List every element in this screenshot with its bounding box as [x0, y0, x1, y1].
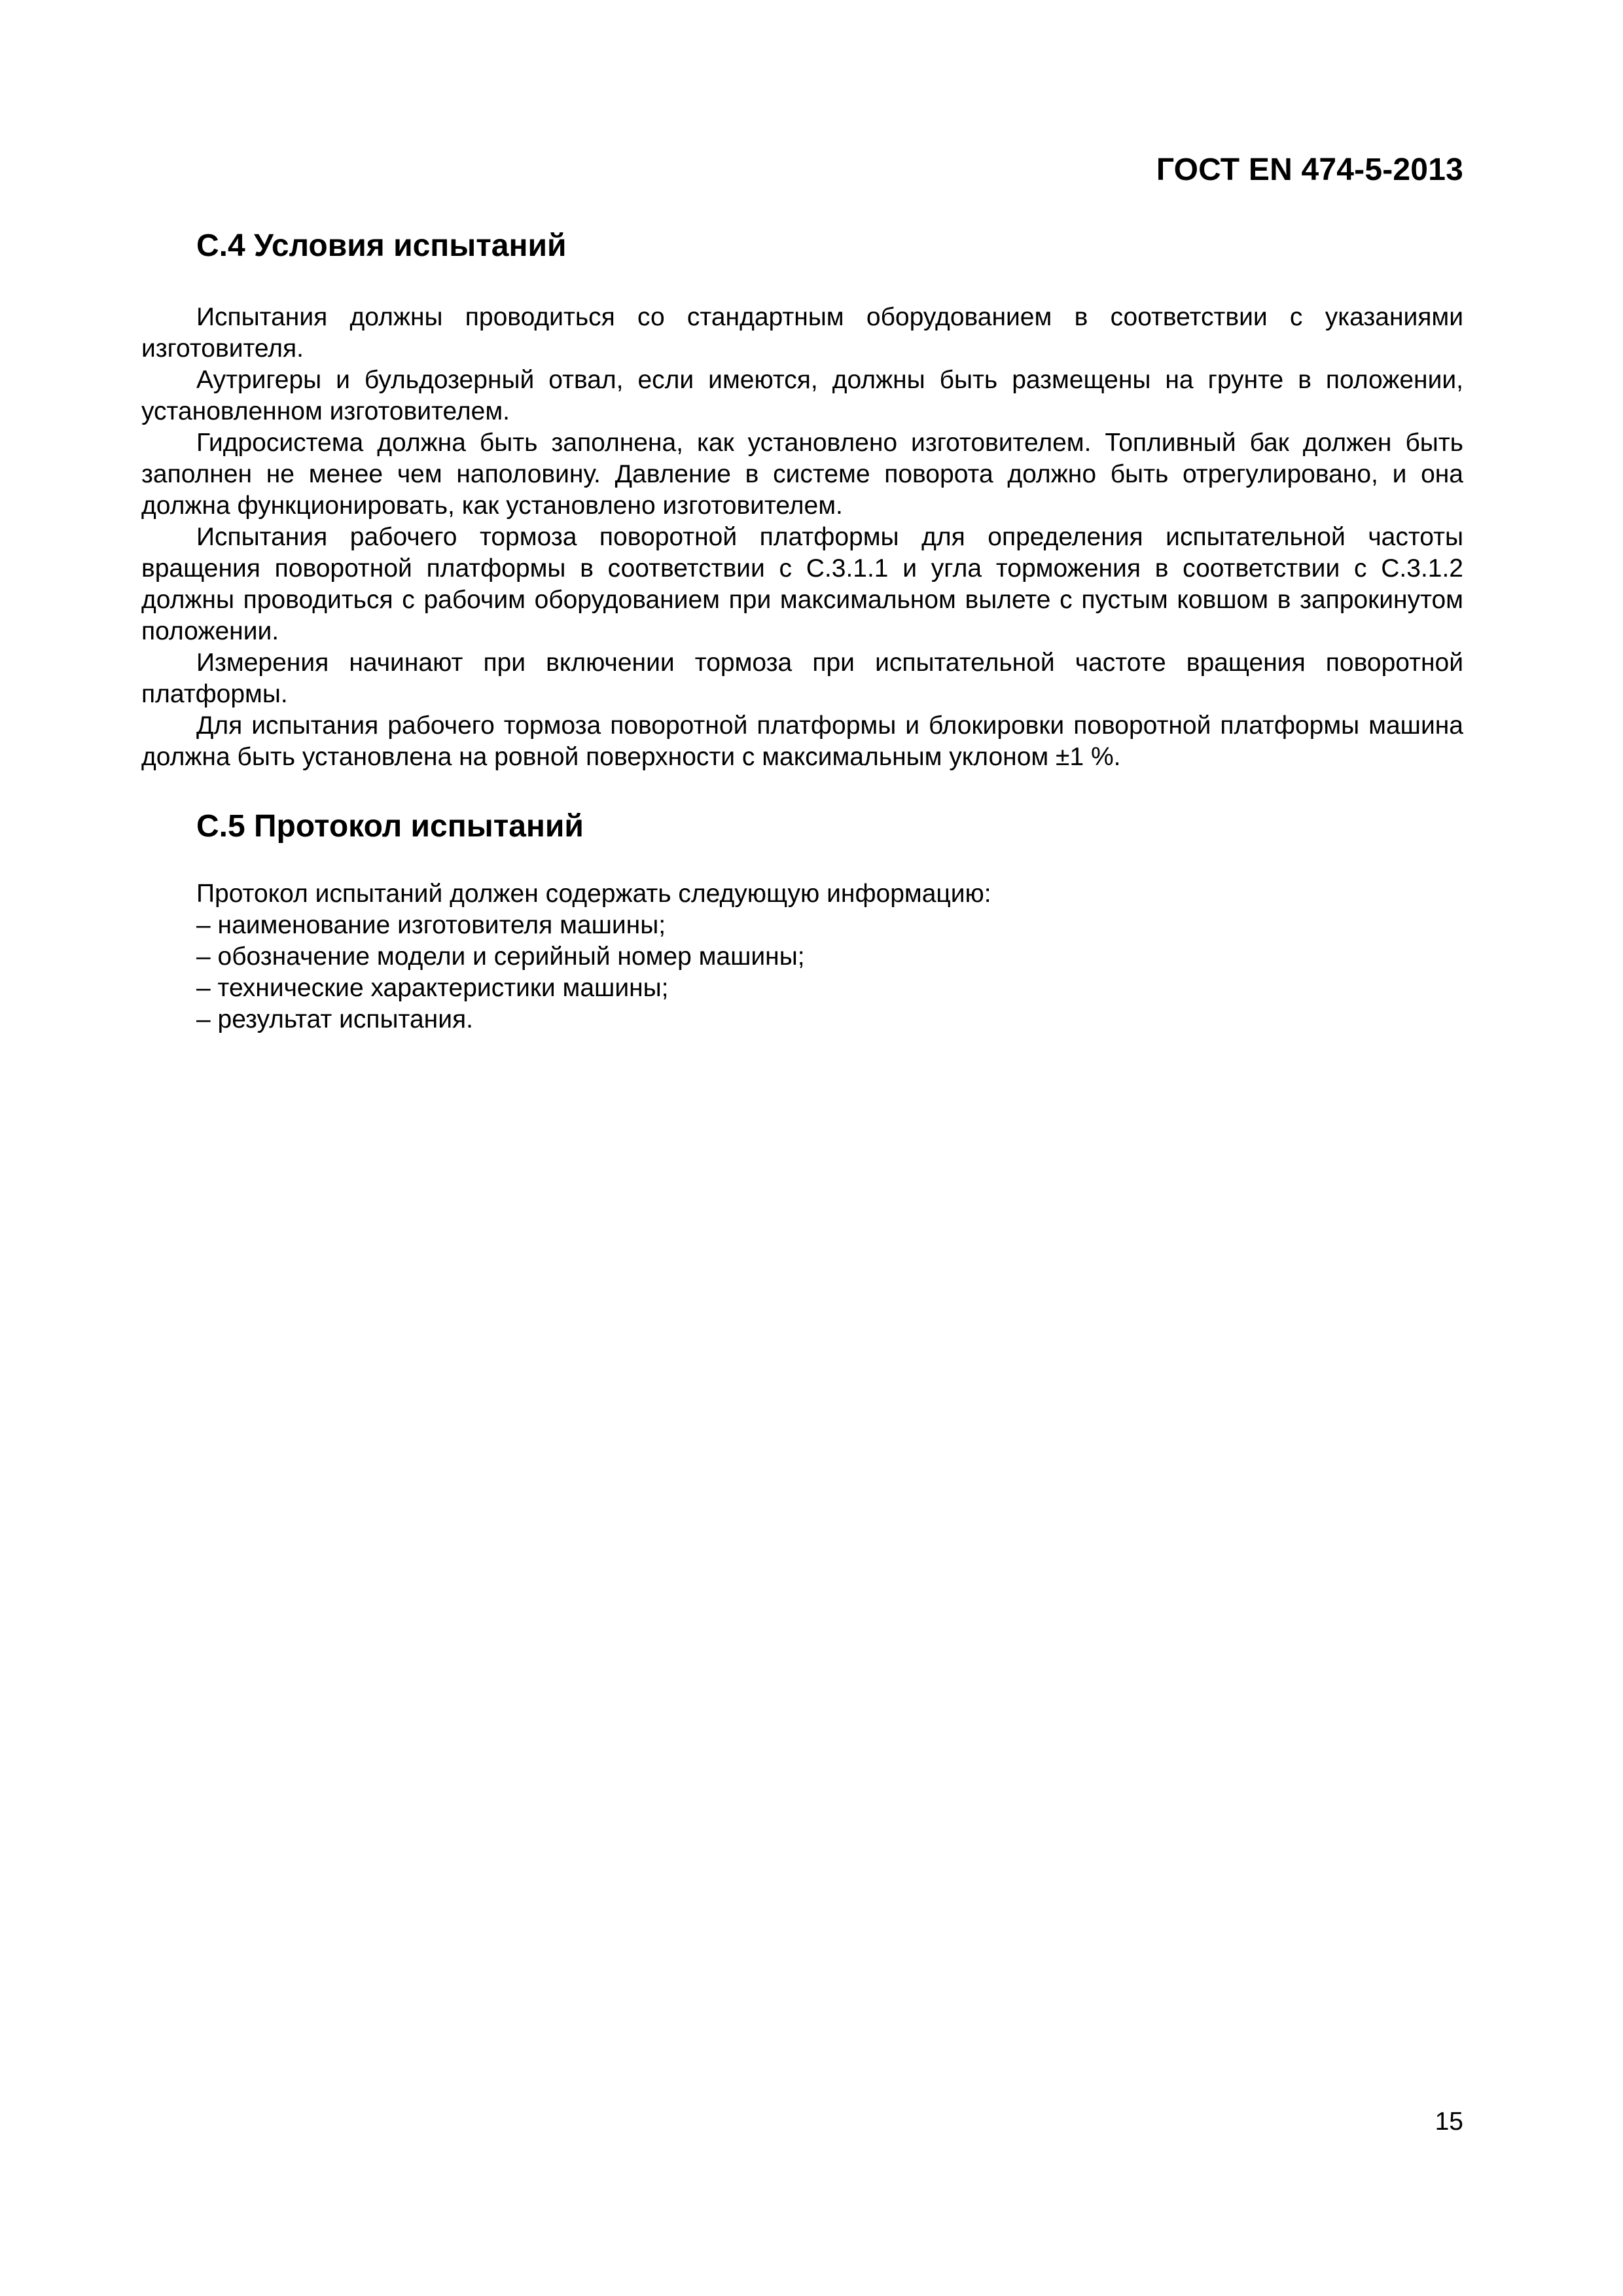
section-c4 [141, 229, 1463, 773]
section-c5-intro: Протокол испытаний должен содержать следующую информацию: [196, 879, 991, 908]
section-c5-title: С.5 Протокол испытаний [196, 808, 584, 844]
section-c4-paragraph: Аутригеры и бульдозерный отвал, если имеются, должны быть размещены на грунте в положении, установленном изготовителем. [141, 365, 1463, 425]
list-item: – технические характеристики машины; [196, 973, 669, 1002]
page-number: 15 [1435, 2108, 1463, 2136]
section-c4-paragraph: Испытания должны проводиться со стандартным оборудованием в соответствии с указаниями изготовителя. [141, 302, 1463, 363]
section-c4-title: С.4 Условия испытаний [196, 228, 567, 263]
list-item: – результат испытания. [196, 1005, 473, 1033]
section-c4-paragraph: Гидросистема должна быть заполнена, как установлено изготовителем. Топливный бак должен быть заполнен не менее чем наполовину. Давление в системе поворота должно быть отрегулировано, и она должна функционировать, как установлено изготовителем. [141, 428, 1463, 520]
section-c5 [141, 810, 1463, 1035]
list-item: – наименование изготовителя машины; [196, 910, 666, 939]
list-item: – обозначение модели и серийный номер машины; [196, 942, 805, 971]
report-contents-list [141, 910, 1463, 1035]
section-c4-paragraph: Измерения начинают при включении тормоза при испытательной частоте вращения поворотной платформы. [141, 648, 1463, 708]
section-c4-paragraph: Для испытания рабочего тормоза поворотной платформы и блокировки поворотной платформы машина должна быть установлена на ровной поверхности с максимальным уклоном ±1 %. [141, 711, 1463, 771]
document-body [141, 229, 1463, 1035]
document-code-header: ГОСТ EN 474-5-2013 [1156, 152, 1463, 187]
section-c4-paragraph: Испытания рабочего тормоза поворотной платформы для определения испытательной частоты вращения поворотной платформы в соответствии с С.3.1.1 и угла торможения в соответствии с С.3.1.2 должны проводиться с рабочим оборудованием при максимальном вылете с пустым ковшом в запрокинутом положении. [141, 522, 1463, 645]
